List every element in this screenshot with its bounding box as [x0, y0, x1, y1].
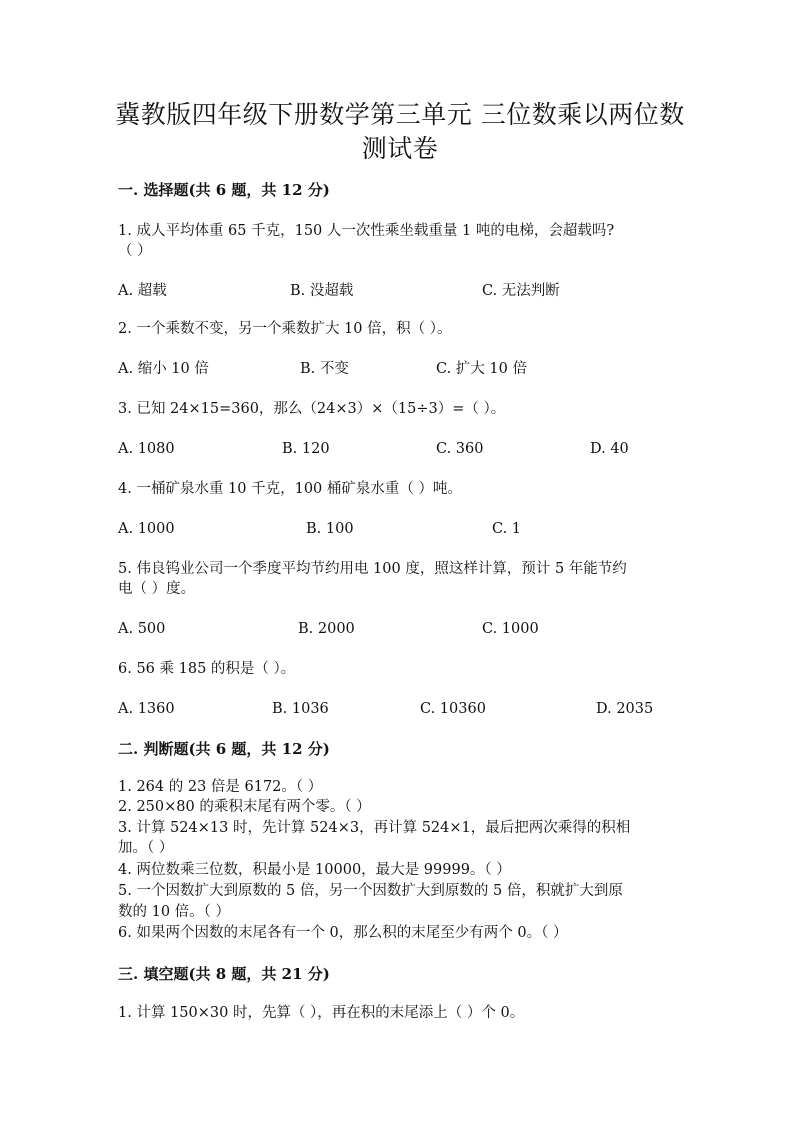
- judge-line-2: 2. 250×80 的乘积末尾有两个零。（ ）: [118, 799, 371, 815]
- choice-1-option-a: A. 超载: [118, 283, 167, 299]
- choice-3-option-a: A. 1080: [118, 441, 175, 457]
- choice-question-2: 2. 一个乘数不变，另一个乘数扩大 10 倍，积（ ）。: [118, 321, 452, 337]
- choice-4-option-c: C. 1: [492, 521, 522, 537]
- choice-6-option-a: A. 1360: [118, 701, 175, 717]
- choice-3-option-b: B. 120: [282, 441, 330, 457]
- choice-question-1-line-2: （ ）: [118, 243, 152, 259]
- choice-3-option-c: C. 360: [436, 441, 484, 457]
- judge-line-3: 3. 计算 524×13 时，先计算 524×3，再计算 524×1，最后把两次乘得的积相: [118, 820, 631, 836]
- choice-question-5-line-2: 电（ ）度。: [118, 581, 196, 597]
- choice-question-4: 4. 一桶矿泉水重 10 千克，100 桶矿泉水重（ ）吨。: [118, 481, 463, 497]
- choice-4-option-a: A. 1000: [118, 521, 175, 537]
- section-heading-fill: 三. 填空题(共 8 题，共 21 分): [118, 965, 330, 983]
- judge-line-6: 5. 一个因数扩大到原数的 5 倍，另一个因数扩大到原数的 5 倍，积就扩大到原: [118, 883, 623, 899]
- section-heading-choice: 一. 选择题(共 6 题，共 12 分): [118, 181, 330, 199]
- choice-1-option-b: B. 没超载: [290, 283, 354, 299]
- title-line-2: 测试卷: [361, 134, 439, 163]
- choice-2-option-a: A. 缩小 10 倍: [118, 361, 209, 377]
- judge-line-4: 加。（ ）: [118, 840, 174, 856]
- section-heading-judge: 二. 判断题(共 6 题，共 12 分): [118, 740, 330, 758]
- judge-line-1: 1. 264 的 23 倍是 6172。（ ）: [118, 779, 323, 795]
- choice-6-option-d: D. 2035: [596, 701, 654, 717]
- choice-question-3: 3. 已知 24×15=360，那么（24×3）×（15÷3）=（ ）。: [118, 401, 506, 417]
- choice-6-option-b: B. 1036: [272, 701, 329, 717]
- judge-line-8: 6. 如果两个因数的末尾各有一个 0，那么积的末尾至少有两个 0。（ ）: [118, 925, 568, 941]
- fill-question-1: 1. 计算 150×30 时，先算（ ），再在积的末尾添上（ ）个 0。: [118, 1005, 525, 1021]
- choice-2-option-b: B. 不变: [300, 361, 349, 377]
- title-line-1: 冀教版四年级下册数学第三单元 三位数乘以两位数: [115, 100, 685, 129]
- choice-5-option-b: B. 2000: [298, 621, 355, 637]
- choice-1-option-c: C. 无法判断: [482, 283, 560, 299]
- choice-5-option-c: C. 1000: [482, 621, 539, 637]
- choice-6-option-c: C. 10360: [420, 701, 486, 717]
- choice-2-option-c: C. 扩大 10 倍: [436, 361, 527, 377]
- choice-question-1-line-1: 1. 成人平均体重 65 千克，150 人一次性乘坐载重量 1 吨的电梯，会超载吗?: [118, 223, 615, 239]
- choice-5-option-a: A. 500: [118, 621, 166, 637]
- judge-line-5: 4. 两位数乘三位数，积最小是 10000，最大是 99999。（ ）: [118, 862, 511, 878]
- judge-line-7: 数的 10 倍。（ ）: [118, 904, 231, 920]
- choice-question-5-line-1: 5. 伟良钨业公司一个季度平均节约用电 100 度，照这样计算，预计 5 年能节约: [118, 561, 627, 577]
- choice-3-option-d: D. 40: [590, 441, 629, 457]
- choice-4-option-b: B. 100: [306, 521, 354, 537]
- choice-question-6: 6. 56 乘 185 的积是（ ）。: [118, 661, 296, 677]
